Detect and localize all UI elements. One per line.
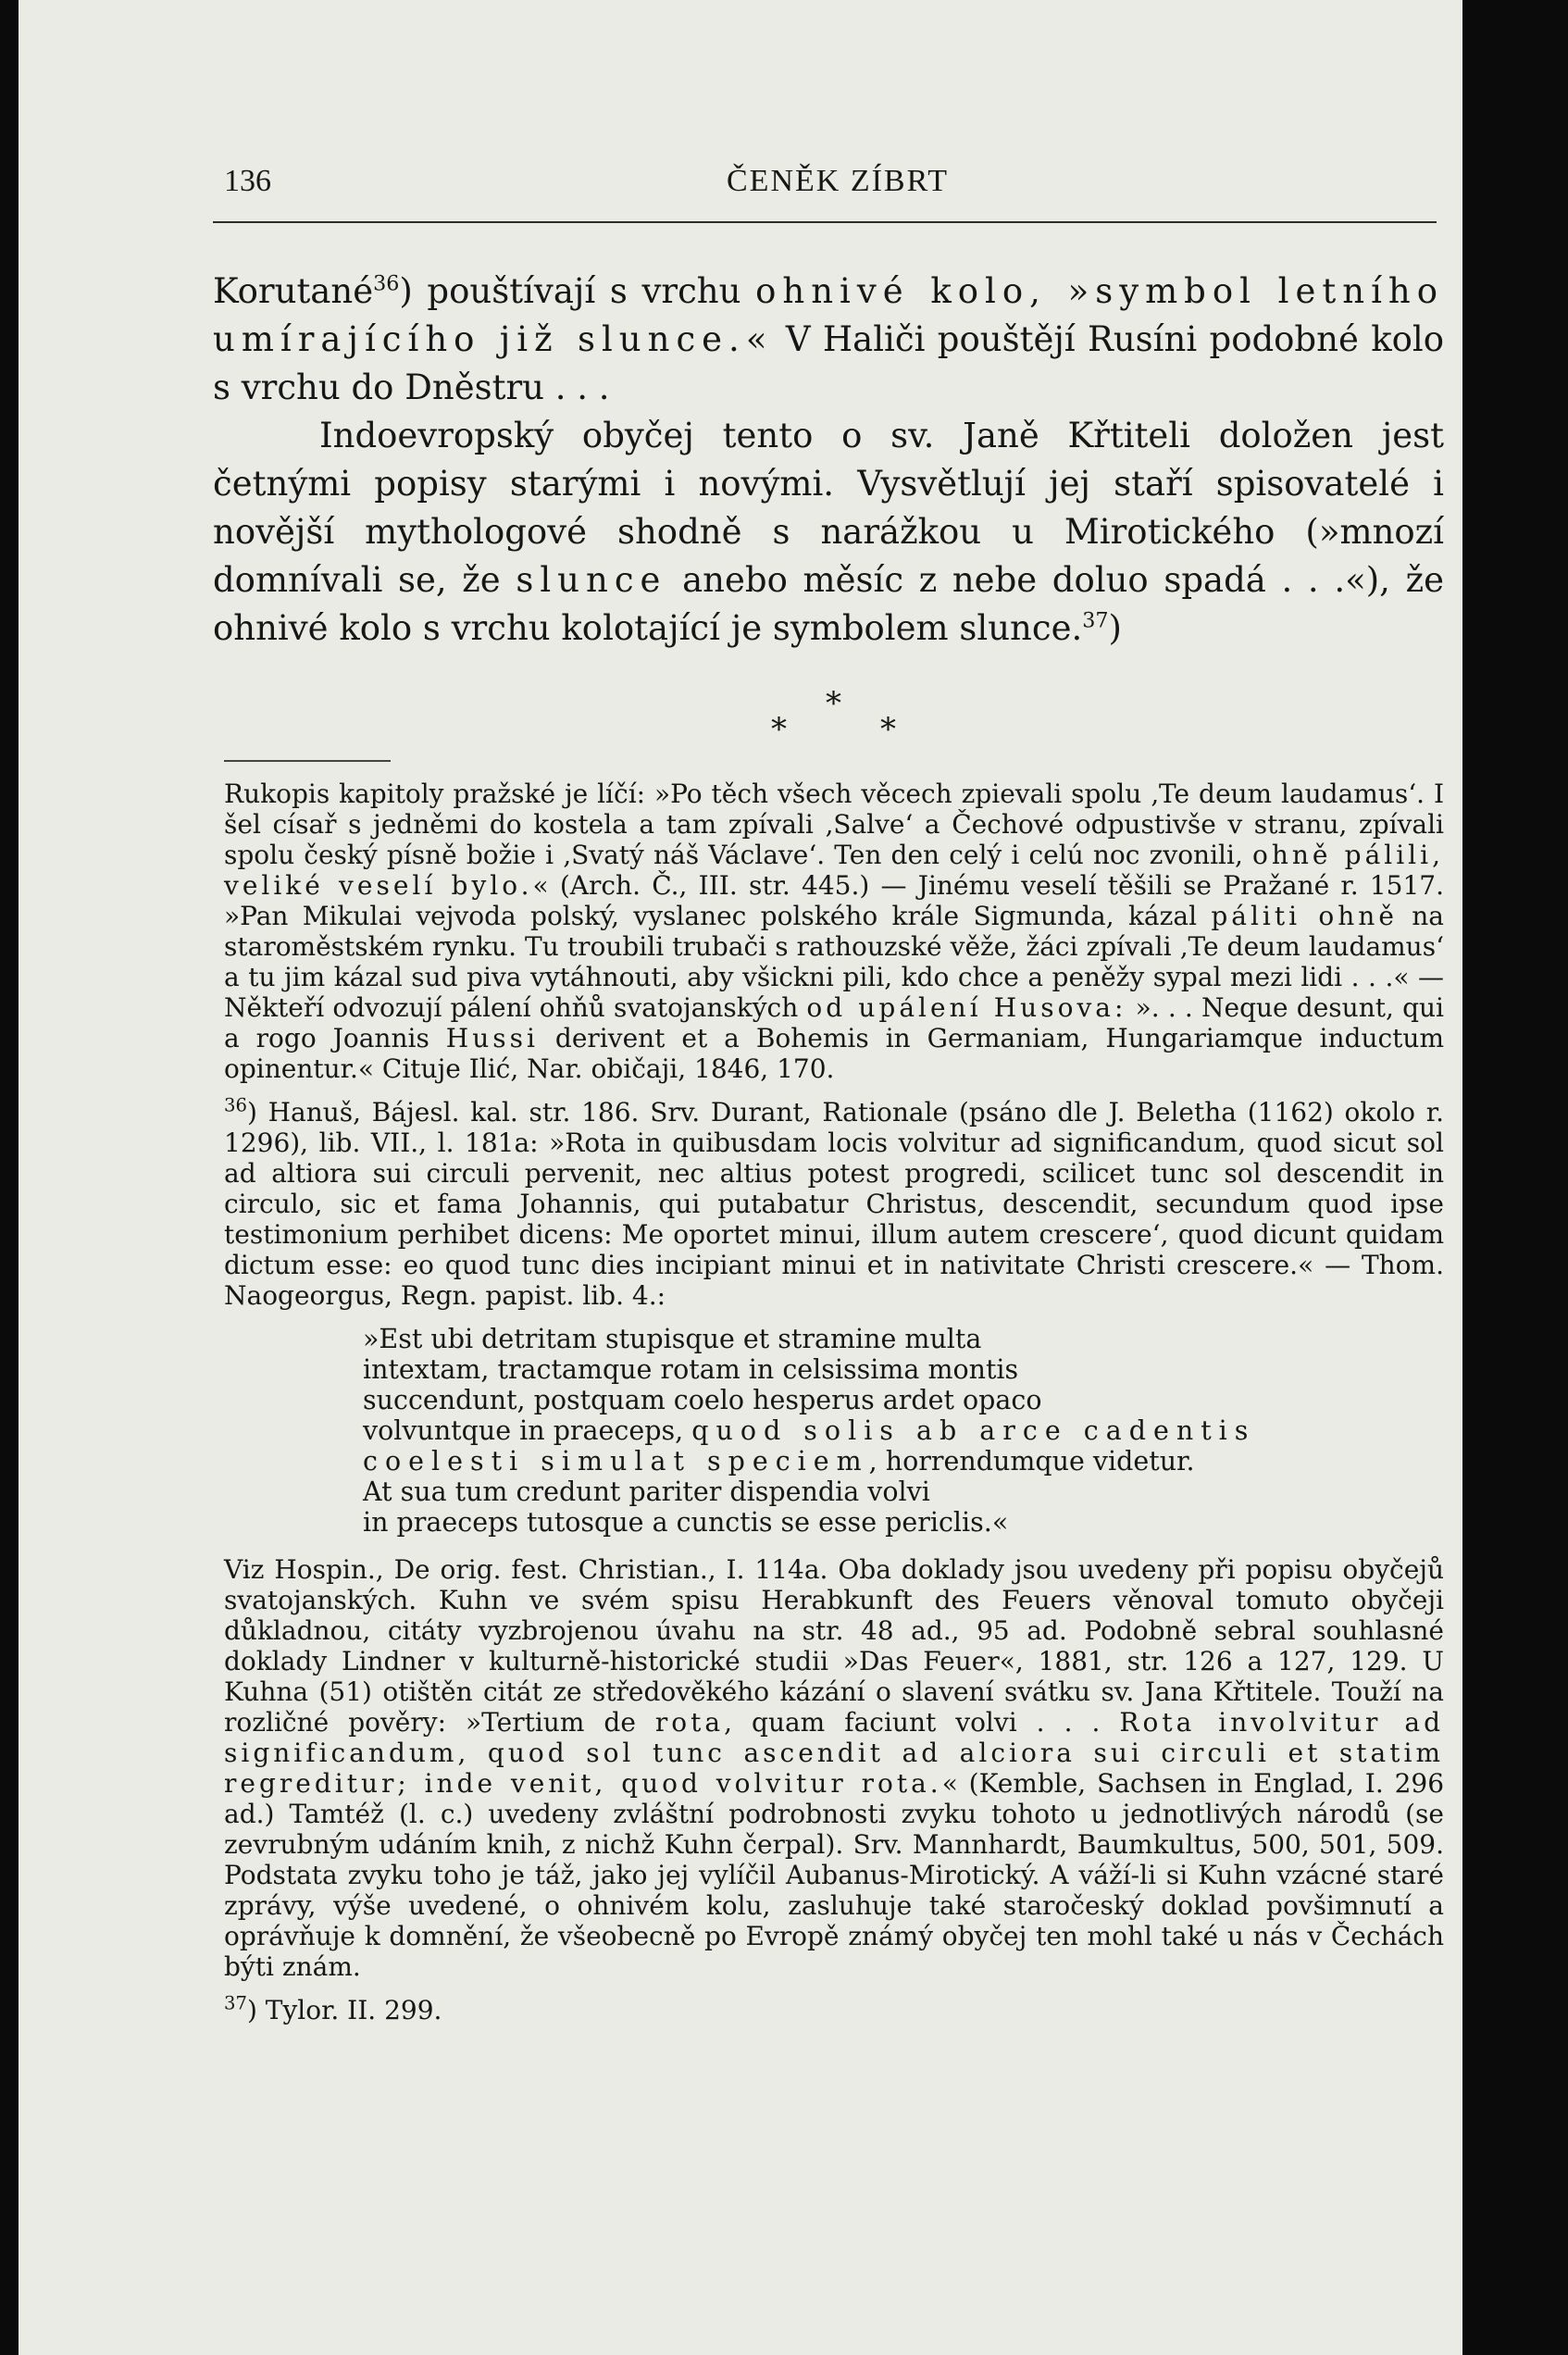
page-content bbox=[213, 162, 1444, 2038]
footnote-rule bbox=[224, 760, 391, 762]
main-paragraph-2: Indoevropský obyčej tento o sv. Janě Křtiteli doložen jest četnými popisy starými i novými. Vysvětlují jej staří spisovatelé i novější mythologové shodně s narážkou u Mirotického (»mnozí domnívali se, že slunce anebo měsíc z nebe doluo spadá . . .«), že ohnivé kolo s vrchu kolotající je symbolem slunce.$^{37}$) bbox=[213, 416, 1444, 648]
verse-line: »Est ubi detritam stupisque et stramine multa bbox=[363, 1324, 982, 1354]
verse-line: volvuntque in praeceps, quod solis ab arce cadentis bbox=[363, 1415, 1256, 1446]
asterism bbox=[213, 685, 1444, 753]
verse-line: coelesti simulat speciem, horrendumque videtur. bbox=[363, 1446, 1195, 1477]
asterism-star-top: * bbox=[826, 685, 841, 722]
footnote-ref-36: 36 bbox=[373, 271, 400, 296]
main-paragraph-1: Korutané$^{36}$) pouštívají s vrchu ohnivé kolo, »symbol letního umírajícího již slunce.« V Haliči pouštějí Rusíni podobné kolo s vrchu do Dněstru . . . bbox=[213, 271, 1445, 407]
spaced-emphasis: ohnivé kolo, »symbol letního umírajícího již slunce.« bbox=[213, 271, 1445, 359]
footnotes bbox=[213, 779, 1444, 2025]
footnote-continuation: Rukopis kapitoly pražské je líčí: »Po těch všech věcech zpievali spolu ‚Te deum laudamus‘. I šel císař s jedněmi do kostela a tam zpívali ‚Salve‘ a Čechové odpustivše v stranu, zpívali spolu český písně božie i ‚Svatý náš Václave‘. Ten den celý i celú noc zvonili, ohně pálili, veliké veselí bylo.« (Arch. Č., III. str. 445.) — Jinému veselí těšili se Pražané r. 1517. »Pan Mikulai vejvoda polský, vyslanec polského krále Sigmunda, kázal páliti ohně na staroměstském rynku. Tu troubili trubači s rathouzské věže, žáci zpívali ‚Te deum laudamus‘ a tu jim kázal sud piva vytáhnouti, aby všickni pili, kdo chce a peněžy sypal mezi lidi . . .« — Někteří odvozují pálení ohňů svatojanských od upálení Husova: ». . . Neque desunt, qui a rogo Joannis Hussi derivent et a Bohemis in Germaniam, Hungariamque inductum opinentur.« Cituje Ilić, Nar. običaji, 1846, 170. bbox=[224, 779, 1444, 1084]
verse-line: At sua tum credunt pariter dispendia volvi bbox=[363, 1477, 930, 1507]
spaced-emphasis-slunce: slunce bbox=[516, 560, 667, 600]
running-title: ČENĚK ZÍBRT bbox=[727, 164, 949, 198]
verse-line: succendunt, postquam coelo hesperus ardet opaco bbox=[363, 1385, 1042, 1415]
footnote-36: $^{36}$) Hanuš, Bájesl. kal. str. 186. Srv. Durant, Rationale (psáno dle J. Beletha (1162) okolo r. 1296), lib. VII., l. 181a: »Rota in quibusdam locis volvitur ad significandum, quod sicut sol ad altiora sui circuli pervenit, nec altius potest progredi, scilicet tunc sol descendit in circulo, sic et fama Johannis, qui putabatur Christus, descendit, secundum quod ipse testimonium perhibet dicens: Me oportet minui, illum autem crescere‘, quod dicunt quidam dictum esse: eo quod tunc dies incipiant minui et in nativitate Christi crescere.« — Thom. Naogeorgus, Regn. papist. lib. 4.: bbox=[224, 1094, 1444, 1311]
asterism-star-right: * bbox=[880, 711, 896, 748]
asterism-star-left: * bbox=[771, 711, 787, 748]
verse-line: in praeceps tutosque a cunctis se esse periclis.« bbox=[363, 1507, 1009, 1538]
page-number: 136 bbox=[224, 164, 271, 198]
page-header bbox=[213, 162, 1444, 206]
scanned-page bbox=[19, 0, 1462, 2355]
footnote-ref-37: 37 bbox=[1082, 608, 1109, 633]
header-rule bbox=[213, 221, 1437, 223]
main-text bbox=[213, 268, 1444, 653]
verse-line: intextam, tractamque rotam in celsissima montis bbox=[363, 1354, 1019, 1385]
latin-verse bbox=[363, 1324, 1444, 1538]
footnote-36-continued: Viz Hospin., De orig. fest. Christian., I. 114a. Oba doklady jsou uvedeny při popisu obyčejů svatojanských. Kuhn ve svém spisu Herabkunft des Feuers věnoval tomuto obyčeji důkladnou, citáty vyzbrojenou úvahu na str. 48 ad., 95 ad. Podobně sebral souhlasné doklady Lindner v kulturně-historické studii »Das Feuer«, 1881, str. 126 a 127, 129. U Kuhna (51) otištěn citát ze středověkého kázání o slavení svátku sv. Jana Křtitele. Touží na rozličné pověry: »Tertium de rota, quam faciunt volvi . . . Rota involvitur ad significandum, quod sol tunc ascendit ad alciora sui circuli et statim regreditur; inde venit, quod volvitur rota.« (Kemble, Sachsen in Englad, I. 296 ad.) Tamtéž (l. c.) uvedeny zvláštní podrobnosti zvyku tohoto u jednotlivých národů (se zevrubným udáním knih, z nichž Kuhn čerpal). Srv. Mannhardt, Baumkultus, 500, 501, 509. Podstata zvyku toho je táž, jako jej vylíčil Aubanus-Mirotický. A váží-li si Kuhn vzácné staré zprávy, výše uvedené, o ohnivém kolu, zasluhuje také staročeský doklad povšimnutí a oprávňuje k domnění, že všeobecně po Evropě známý obyčej ten mohl také u nás v Čechách býti znám. bbox=[224, 1554, 1445, 1982]
footnote-37: $^{37}$) Tylor. II. 299. bbox=[224, 1992, 442, 2025]
